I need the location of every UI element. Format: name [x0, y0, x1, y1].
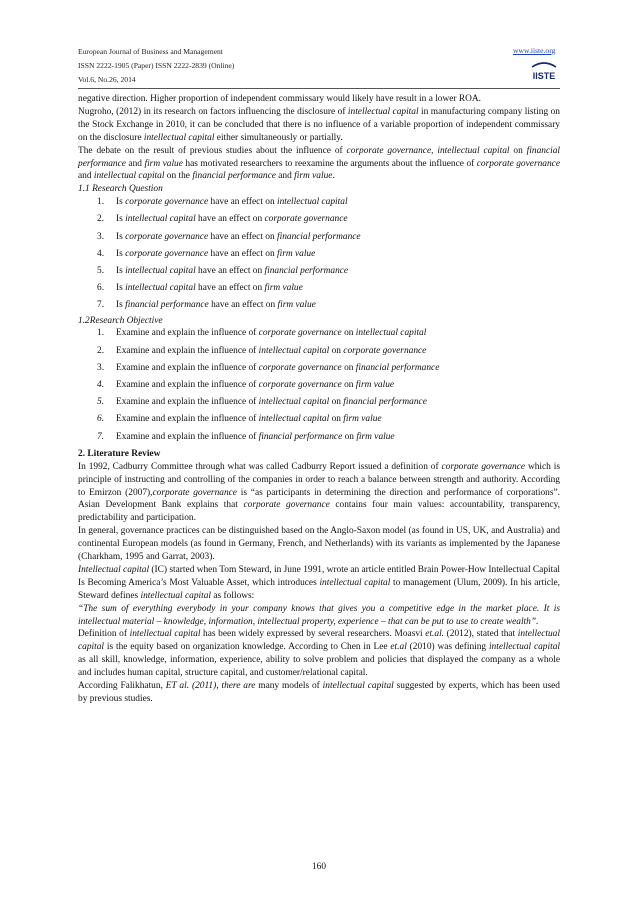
list-item-text	[116, 249, 315, 259]
literature-paragraph	[78, 461, 560, 526]
text-run: Examine and explain the influence of	[116, 397, 259, 408]
list-number: 5.	[97, 266, 105, 276]
italic-term: firm value	[343, 414, 382, 425]
italic-term: intellectual capital	[125, 266, 196, 276]
italic-term: corporate governance	[258, 362, 342, 373]
list-number: 7.	[97, 431, 105, 442]
text-run: (IC) started when Tom Steward, in June 1991, wrote an article entitled Brain Power-How Intellectual Capital Is Becoming America’s Most Valuable Asset, which introduces	[78, 564, 560, 588]
text-run: on the	[164, 171, 193, 182]
research-objective-heading: 1.2Research Objective	[78, 315, 163, 326]
text-run: has been widely expressed by several researchers. Moasvi	[200, 629, 426, 640]
italic-term: intellectual capital	[488, 642, 560, 653]
text-run: Examine and explain the influence of	[116, 345, 259, 356]
italic-term: corporate governance	[258, 328, 342, 339]
text-run: Is	[116, 283, 126, 294]
text-run: as all skill, knowledge, information, experience, ability to solve problem and policies that displayed the company as a whole and includes human capital, structure capital, and customer/relational capital.	[78, 655, 560, 679]
text-run: and	[125, 158, 145, 169]
text-run: have an effect on	[208, 300, 278, 311]
italic-term: corporate governance	[152, 487, 237, 498]
text-run: Examine and explain the influence of	[116, 380, 259, 391]
text-run: Is	[116, 214, 126, 225]
text-run: Examine and explain the influence of	[116, 328, 259, 339]
list-item-text	[116, 266, 348, 276]
text-run: In general, governance practices can be distinguished based on the Anglo-Saxon model (as found in US, UK, and Australia) and continental European models (as found in Germany, French, and Netherlands) with its variants as implemented by the Japanese (Charkham, 1995 and Garrat, 2003).	[78, 526, 560, 563]
text-run: to management (Ulum, 2009). In his article, Steward defines	[78, 577, 560, 601]
list-item	[78, 248, 560, 265]
text-run: in manufacturing company listing on the Stock Exchange in 2010, it can be concluded that there is no influence of a variable proportion of independent commissary on the disclosure	[78, 106, 560, 143]
list-item	[78, 231, 560, 248]
text-run: Is	[116, 197, 126, 208]
italic-term: corporate governance	[125, 248, 209, 259]
iiste-logo	[529, 60, 559, 82]
list-item	[78, 299, 560, 316]
list-item	[78, 282, 560, 299]
list-item-text	[116, 300, 316, 310]
italic-term: corporate governance	[264, 214, 348, 225]
text-run: has motivated researchers to reexamine the arguments about the influence of	[182, 158, 477, 169]
literature-paragraph	[78, 680, 560, 706]
list-number: 6.	[97, 414, 105, 425]
list-number: 4.	[97, 248, 105, 259]
text-run: on	[509, 145, 527, 156]
paragraph-3	[78, 145, 560, 184]
list-item-text	[116, 283, 303, 293]
italic-term: corporate governance	[343, 345, 427, 356]
italic-term: corporate governance	[125, 231, 209, 242]
list-number: 2.	[97, 345, 105, 356]
italic-term: intellectual capital	[129, 629, 201, 640]
text-run: and	[275, 171, 295, 182]
list-item	[78, 196, 560, 213]
italic-term: financial performance	[125, 300, 209, 311]
text-run: Examine and explain the influence of	[116, 431, 259, 442]
list-item-text	[116, 232, 361, 242]
italic-term: corporate governance	[125, 197, 209, 208]
italic-term: corporate governance	[476, 158, 560, 169]
journal-title: European Journal of Business and Management	[78, 47, 223, 56]
paragraph-1: negative direction. Higher proportion of independent commissary would likely have result in a lower ROA.	[78, 94, 482, 104]
italic-term: intellectual capital	[258, 345, 330, 356]
italic-term: intellectual capital	[258, 414, 330, 425]
text-run: .	[332, 171, 335, 182]
list-item	[78, 213, 560, 230]
list-item	[78, 327, 560, 344]
list-item	[78, 413, 560, 430]
list-item	[78, 396, 560, 413]
text-run: have an effect on	[195, 214, 265, 225]
literature-paragraph	[78, 564, 560, 603]
list-number: 5.	[97, 397, 105, 408]
text-run: Examine and explain the influence of	[116, 362, 259, 373]
list-item-text	[116, 397, 427, 407]
list-number: 1.	[97, 328, 105, 339]
italic-term: et.al.	[425, 629, 445, 640]
text-run: Examine and explain the influence of	[116, 414, 259, 425]
italic-term: corporate governance	[441, 461, 526, 472]
research-question-list	[78, 196, 560, 316]
list-item-text	[116, 363, 439, 373]
italic-term: corporate governance	[258, 380, 342, 391]
text-run: many models of	[255, 681, 323, 692]
text-run: on	[329, 397, 344, 408]
text-run: In 1992, Cadburry Committee through what was called Cadburry Report issued a definition of	[78, 461, 442, 472]
literature-paragraph	[78, 525, 560, 564]
italic-term: intellectual capital	[93, 171, 165, 182]
list-number: 1.	[97, 197, 105, 208]
italic-term: intellectual capital	[258, 397, 330, 408]
text-run: on	[329, 414, 344, 425]
italic-term: et.al	[390, 642, 407, 653]
text-run: have an effect on	[195, 283, 265, 294]
text-run: Is	[116, 231, 126, 242]
list-item-text	[116, 380, 394, 390]
logo-text: IISTE	[532, 71, 556, 81]
italic-term: firm value	[356, 431, 395, 442]
list-item	[78, 345, 560, 362]
italic-term: financial performance	[192, 171, 276, 182]
list-number: 3.	[97, 231, 105, 242]
italic-term: intellectual capital	[78, 629, 560, 653]
text-run: Nugroho, (2012) in its research on factors influencing the disclosure of	[78, 106, 348, 117]
text-run: ,	[431, 145, 438, 156]
text-run: and	[78, 171, 94, 182]
text-run: as follows:	[211, 590, 255, 601]
italic-term: intellectual capital	[322, 681, 394, 692]
italic-term: corporate governance	[346, 145, 432, 156]
text-run: is “as participants in determining the direction and performance of corporations”. Asian Development Bank explains that	[78, 487, 560, 511]
list-item-text	[116, 197, 348, 207]
paragraph-2	[78, 106, 560, 145]
text-run: have an effect on	[208, 248, 277, 259]
text-run: Is	[116, 248, 126, 259]
italic-term: intellectual capital	[125, 283, 196, 294]
italic-term: firm value	[294, 171, 333, 182]
research-objective-list	[78, 327, 560, 447]
text-run: on	[341, 380, 356, 391]
text-run: Is	[116, 300, 126, 311]
literature-review-body	[78, 461, 560, 706]
italic-term: intellectual capital	[143, 132, 215, 143]
list-number: 7.	[97, 300, 105, 311]
page-number: 160	[311, 862, 327, 872]
text-run: Definition of	[78, 629, 130, 640]
article-body	[78, 93, 560, 706]
text-run: According Falikhatun,	[78, 681, 166, 692]
literature-review-heading: 2. Literature Review	[78, 448, 161, 459]
italic-term: financial performance	[355, 362, 440, 373]
list-item-text	[116, 414, 382, 424]
list-item-text	[116, 214, 348, 224]
text-run: is the equity based on organization knowledge. According to Chen in Lee	[104, 642, 391, 653]
list-item-text	[116, 346, 426, 356]
italic-term: Intellectual capital	[78, 564, 150, 575]
text-run: have an effect on	[208, 231, 277, 242]
journal-url-link[interactable]: www.iiste.org	[513, 46, 556, 55]
italic-term: intellectual capital	[140, 590, 212, 601]
list-item-text	[116, 328, 426, 338]
italic-term: firm value	[144, 158, 183, 169]
text-run: contains four main values: accountability, transparency, predictability and participation.	[78, 500, 560, 524]
italic-term: financial performance	[343, 397, 427, 408]
text-run: have an effect on	[195, 266, 265, 276]
text-run: which is principle of instructing and controlling of the companies in order to reach a balance between strength and authority. According to Emirzon (2007),	[78, 461, 560, 498]
italic-term: financial performance	[277, 231, 361, 242]
text-run: either simultaneously or partially.	[214, 132, 343, 143]
italic-term: firm value	[277, 300, 316, 311]
list-item	[78, 379, 560, 396]
text-run: have an effect on	[208, 197, 277, 208]
italic-term: ET al. (2011), there are	[165, 681, 256, 692]
list-number: 2.	[97, 214, 105, 225]
list-number: 3.	[97, 362, 105, 373]
text-run: on	[329, 345, 344, 356]
italic-term: intellectual capital	[355, 328, 427, 339]
italic-term: firm value	[355, 380, 395, 391]
italic-term: intellectual capital	[347, 106, 419, 117]
text-run: (2010) was defining	[406, 642, 489, 653]
list-item	[78, 265, 560, 282]
text-run: on	[342, 431, 357, 442]
italic-term: financial performance	[258, 431, 343, 442]
text-run: suggested by experts, which has been used by previous studies.	[78, 681, 560, 704]
header-rule	[78, 88, 560, 89]
list-number: 6.	[97, 283, 105, 294]
list-item	[78, 431, 560, 448]
italic-term: firm value	[264, 283, 303, 294]
italic-term: intellectual capital	[277, 197, 348, 208]
text-run: on	[341, 362, 356, 373]
italic-term: intellectual capital	[437, 145, 510, 156]
italic-term: intellectual capital	[125, 214, 196, 225]
text-run: The debate on the result of previous studies about the influence of	[78, 145, 347, 156]
literature-paragraph	[78, 603, 560, 629]
research-question-heading: 1.1 Research Question	[78, 184, 163, 195]
list-item	[78, 362, 560, 379]
list-number: 4.	[97, 380, 105, 391]
text-run: on	[341, 328, 356, 339]
literature-paragraph	[78, 628, 560, 680]
italic-term: “The sum of everything everybody in your company knows that gives you a competitive edge in the market place. It is intellectual material – knowledge, information, intellectual property, experience – that can be put to use to create wealth”.	[78, 603, 560, 627]
issn-line: ISSN 2222-1905 (Paper) ISSN 2222-2839 (Online)	[78, 61, 235, 70]
volume-line: Vol.6, No.26, 2014	[78, 75, 136, 84]
italic-term: corporate governance	[243, 500, 330, 511]
italic-term: financial performance	[78, 145, 561, 169]
text-run: Is	[116, 266, 126, 276]
italic-term: intellectual capital	[319, 577, 391, 588]
italic-term: firm value	[277, 248, 316, 259]
list-item-text	[116, 432, 395, 442]
italic-term: financial performance	[264, 266, 349, 276]
text-run: (2012), stated that	[444, 629, 518, 640]
